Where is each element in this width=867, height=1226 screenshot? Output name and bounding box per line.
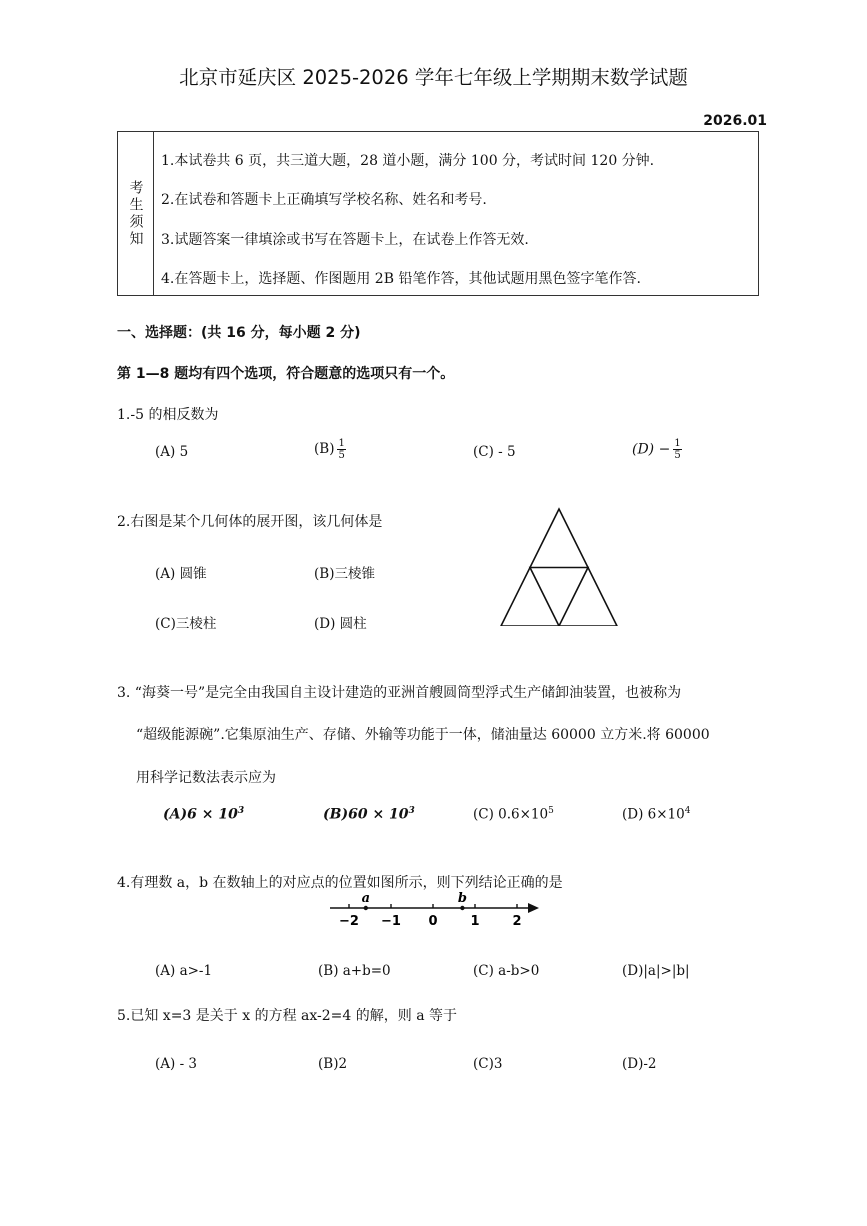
q3-option-d: (D) $6\times 10^4$: [622, 806, 691, 823]
q1-option-d: (D) − $\frac{1}{5}$: [632, 438, 681, 461]
notice-item: 1.本试卷共 6 页，共三道大题，28 道小题，满分 100 分，考试时间 120 分钟.: [161, 153, 655, 169]
q1-option-b: (B) $\frac{1}{5}$: [314, 438, 345, 461]
number-line-tick-label: 0: [428, 914, 438, 929]
question-3-line3: 用科学记数法表示应为: [136, 770, 276, 786]
q4-option-c: (C) a-b>0: [473, 963, 540, 979]
q1-option-c: (C) - 5: [473, 444, 516, 460]
number-line-tick-label: 1: [470, 914, 480, 929]
number-line-arrow: [528, 903, 539, 913]
section-heading: 一、选择题：(共 16 分，每小题 2 分): [117, 325, 361, 341]
question-2-stem: 2.右图是某个几何体的展开图，该几何体是: [117, 514, 383, 530]
notice-item: 4.在答题卡上，选择题、作图题用 2B 铅笔作答，其他试题用黑色签字笔作答.: [161, 271, 641, 287]
q2-option-c: (C)三棱柱: [155, 616, 217, 632]
q5-option-d: (D)-2: [622, 1056, 657, 1072]
question-3-line1: 3. “海葵一号”是完全由我国自主设计建造的亚洲首艘圆筒型浮式生产储卸油装置，也被称为: [117, 685, 682, 701]
q4-option-a: (A) a>-1: [155, 963, 213, 979]
notice-item: 2.在试卷和答题卡上正确填写学校名称、姓名和考号.: [161, 192, 487, 208]
q4-option-d: (D)|a|>|b|: [622, 963, 690, 979]
q3-option-a: $(A)6 \times 10^3$: [163, 806, 245, 823]
number-line-point-b: [460, 906, 464, 910]
q3-option-c: (C) $0.6\times 10^5$: [473, 806, 554, 823]
question-3-line2: “超级能源碗”.它集原油生产、存储、外输等功能于一体，储油量达 60000 立方米.将 60000: [136, 727, 710, 743]
number-line-tick-label: 2: [512, 914, 522, 929]
notice-item: 3.试题答案一律填涂或书写在答题卡上，在试卷上作答无效.: [161, 232, 529, 248]
exam-title: 北京市延庆区 2025-2026 学年七年级上学期期末数学试题: [179, 66, 688, 89]
exam-date: 2026.01: [703, 113, 767, 129]
number-line-tick-label: −1: [381, 914, 401, 929]
q2-option-b: (B)三棱锥: [314, 566, 375, 582]
q5-option-a: (A) - 3: [155, 1056, 198, 1072]
q3-option-b: $(B)60 \times 10^3$: [323, 806, 415, 823]
net-inner-triangle: [530, 568, 588, 627]
question-4-stem: 4.有理数 a，b 在数轴上的对应点的位置如图所示，则下列结论正确的是: [117, 875, 563, 891]
section-instruction: 第 1—8 题均有四个选项，符合题意的选项只有一个。: [117, 366, 455, 382]
q1-option-a: (A) 5: [155, 444, 189, 460]
q2-option-a: (A) 圆锥: [155, 566, 207, 582]
question-1-stem: 1.-5 的相反数为: [117, 407, 219, 423]
notice-label: 考生须知: [127, 179, 144, 248]
number-line: [325, 890, 545, 932]
q2-option-d: (D) 圆柱: [314, 616, 367, 632]
number-line-point-b-label: b: [457, 891, 467, 906]
q5-option-b: (B)2: [318, 1056, 348, 1072]
notice-label-cell: [118, 132, 154, 295]
question-5-stem: 5.已知 x=3 是关于 x 的方程 ax-2=4 的解，则 a 等于: [117, 1008, 458, 1024]
q5-option-c: (C)3: [473, 1056, 503, 1072]
number-line-point-a-label: a: [361, 891, 371, 906]
number-line-point-a: [364, 906, 368, 910]
number-line-tick-label: −2: [339, 914, 359, 929]
net-diagram: [498, 506, 620, 626]
q4-option-b: (B) a+b=0: [318, 963, 391, 979]
notice-box: [117, 131, 759, 296]
